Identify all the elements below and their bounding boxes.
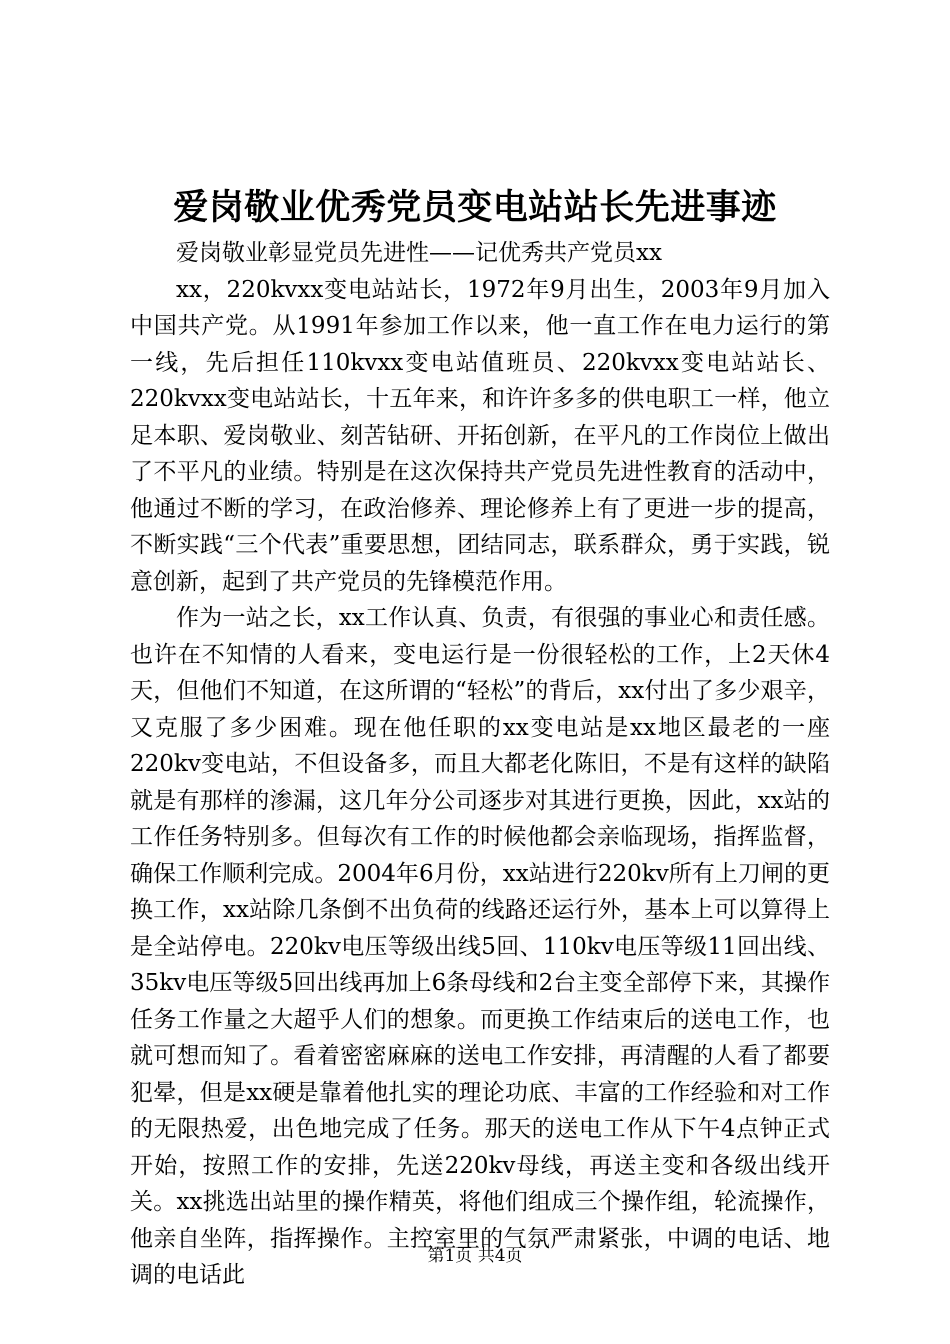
body-paragraph: xx，220kvxx变电站站长，1972年9月出生，2003年9月加入中国共产党。从1991年参加工作以来，他一直工作在电力运行的第一线，先后担任110kvxx变电站值班员、220kvxx变电站站长、220kvxx变电站站长，十五年来，和许许多多的供电职工一样，他立足本职、爱岗敬业、刻苦钻研、开拓创新，在平凡的工作岗位上做出了不平凡的业绩。特别是在这次保持共产党员先进性教育的活动中，他通过不断的学习，在政治修养、理论修养上有了更进一步的提高，不断实践“三个代表”重要思想，团结同志，联系群众，勇于实践，锐意创新，起到了共产党员的先锋模范作用。	[130, 276, 830, 595]
document-subtitle: 爱岗敬业彰显党员先进性——记优秀共产党员xx	[176, 240, 662, 266]
body-paragraph: 作为一站之长，xx工作认真、负责，有很强的事业心和责任感。也许在不知情的人看来，变电运行是一份很轻松的工作，上2天休4天，但他们不知道，在这所谓的“轻松”的背后，xx付出了多少艰辛，又克服了多少困难。现在他任职的xx变电站是xx地区最老的一座220kv变电站，不但设备多，而且大都老化陈旧，不是有这样的缺陷就是有那样的渗漏，这几年分公司逐步对其进行更换，因此，xx站的工作任务特别多。但每次有工作的时候他都会亲临现场，指挥监督，确保工作顺利完成。2004年6月份，xx站进行220kv所有上刀闸的更换工作，xx站除几条倒不出负荷的线路还运行外，基本上可以算得上是全站停电。220kv电压等级出线5回、110kv电压等级11回出线、35kv电压等级5回出线再加上6条母线和2台主变全部停下来，其操作任务工作量之大超乎人们的想象。而更换工作结束后的送电工作，也就可想而知了。看着密密麻麻的送电工作安排，再清醒的人看了都要犯晕，但是xx硬是靠着他扎实的理论功底、丰富的工作经验和对工作的无限热爱，出色地完成了任务。那天的送电工作从下午4点钟正式开始，按照工作的安排，先送220kv母线，再送主变和各级出线开关。xx挑选出站里的操作精英，将他们组成三个操作组，轮流操作，他亲自坐阵，指挥操作。主控室里的气氛严肃紧张，中调的电话、地调的电话此	[130, 605, 830, 1288]
page-footer: 第1页 共4页	[427, 1246, 523, 1266]
document-body	[130, 235, 830, 1294]
document-title: 爱岗敬业优秀党员变电站站长先进事迹	[173, 187, 777, 228]
